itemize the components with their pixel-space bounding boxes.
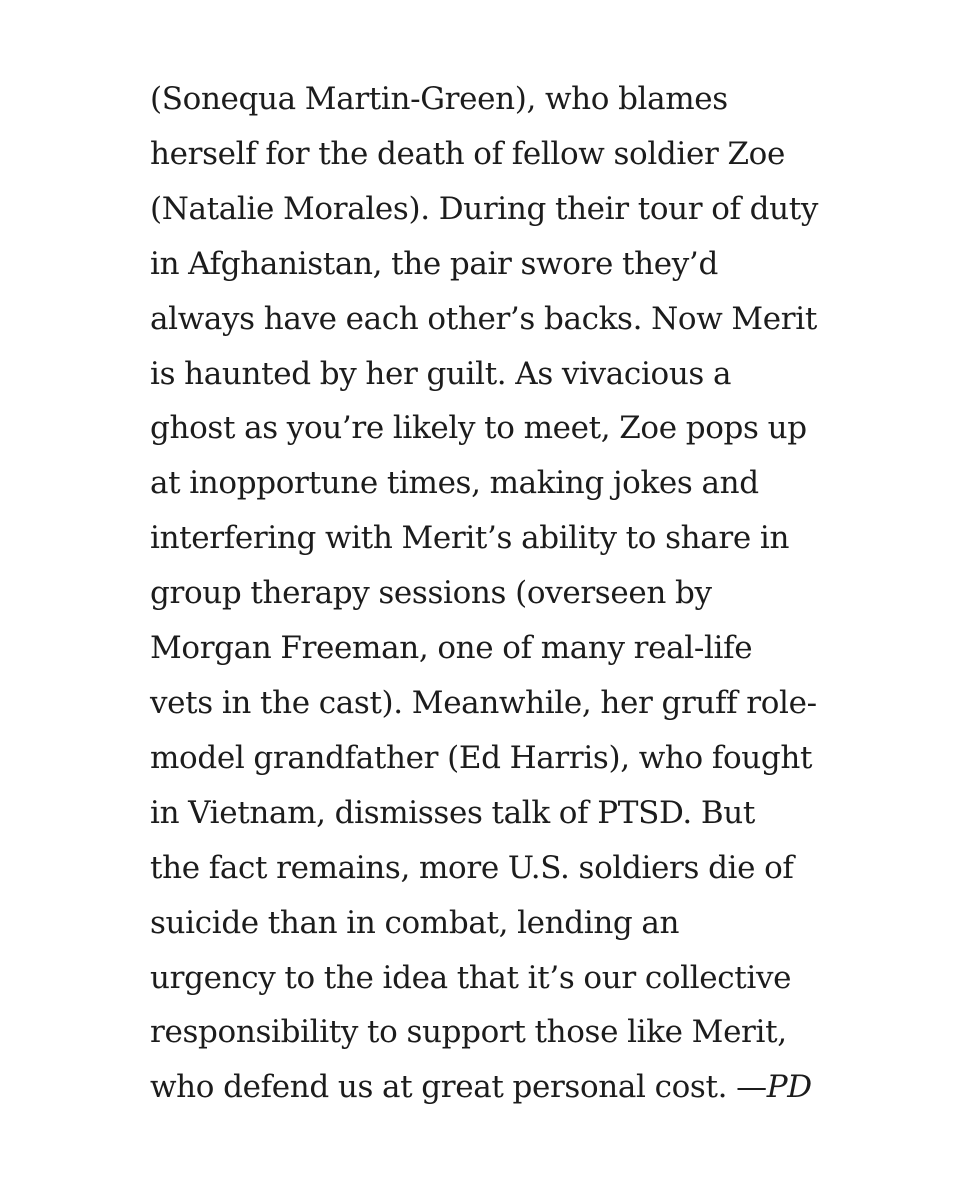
text-line: the fact remains, more U.S. soldiers die of: [150, 849, 794, 886]
text-line: Morgan Freeman, one of many real-life: [150, 630, 753, 667]
text-line: ghost as you’re likely to meet, Zoe pops up: [150, 410, 807, 447]
text-line: interfering with Merit’s ability to share in: [150, 520, 790, 557]
article-body: [150, 72, 830, 1115]
text-line: in Vietnam, dismisses talk of PTSD. But: [150, 794, 756, 831]
text-line: herself for the death of fellow soldier Zoe: [150, 135, 785, 172]
text-line-end: who defend us at great personal cost. —: [150, 1069, 767, 1106]
author-byline: PD: [766, 1069, 812, 1106]
text-line: urgency to the idea that it’s our collective: [150, 959, 792, 996]
text-line: in Afghanistan, the pair swore they’d: [150, 245, 718, 282]
text-line: (Sonequa Martin-Green), who blames: [150, 81, 728, 117]
last-text-line: [150, 1060, 830, 1115]
text-line: suicide than in combat, lending an: [150, 904, 680, 941]
text-line: is haunted by her guilt. As vivacious a: [150, 355, 732, 392]
text-line: at inopportune times, making jokes and: [150, 465, 759, 502]
text-line: vets in the cast). Meanwhile, her gruff role-: [150, 684, 817, 721]
text-line: responsibility to support those like Merit,: [150, 1014, 787, 1051]
text-line: (Natalie Morales). During their tour of duty: [150, 190, 819, 227]
text-line: group therapy sessions (overseen by: [150, 575, 712, 612]
text-line: model grandfather (Ed Harris), who fought: [150, 739, 813, 776]
text-line: always have each other’s backs. Now Merit: [150, 300, 817, 337]
